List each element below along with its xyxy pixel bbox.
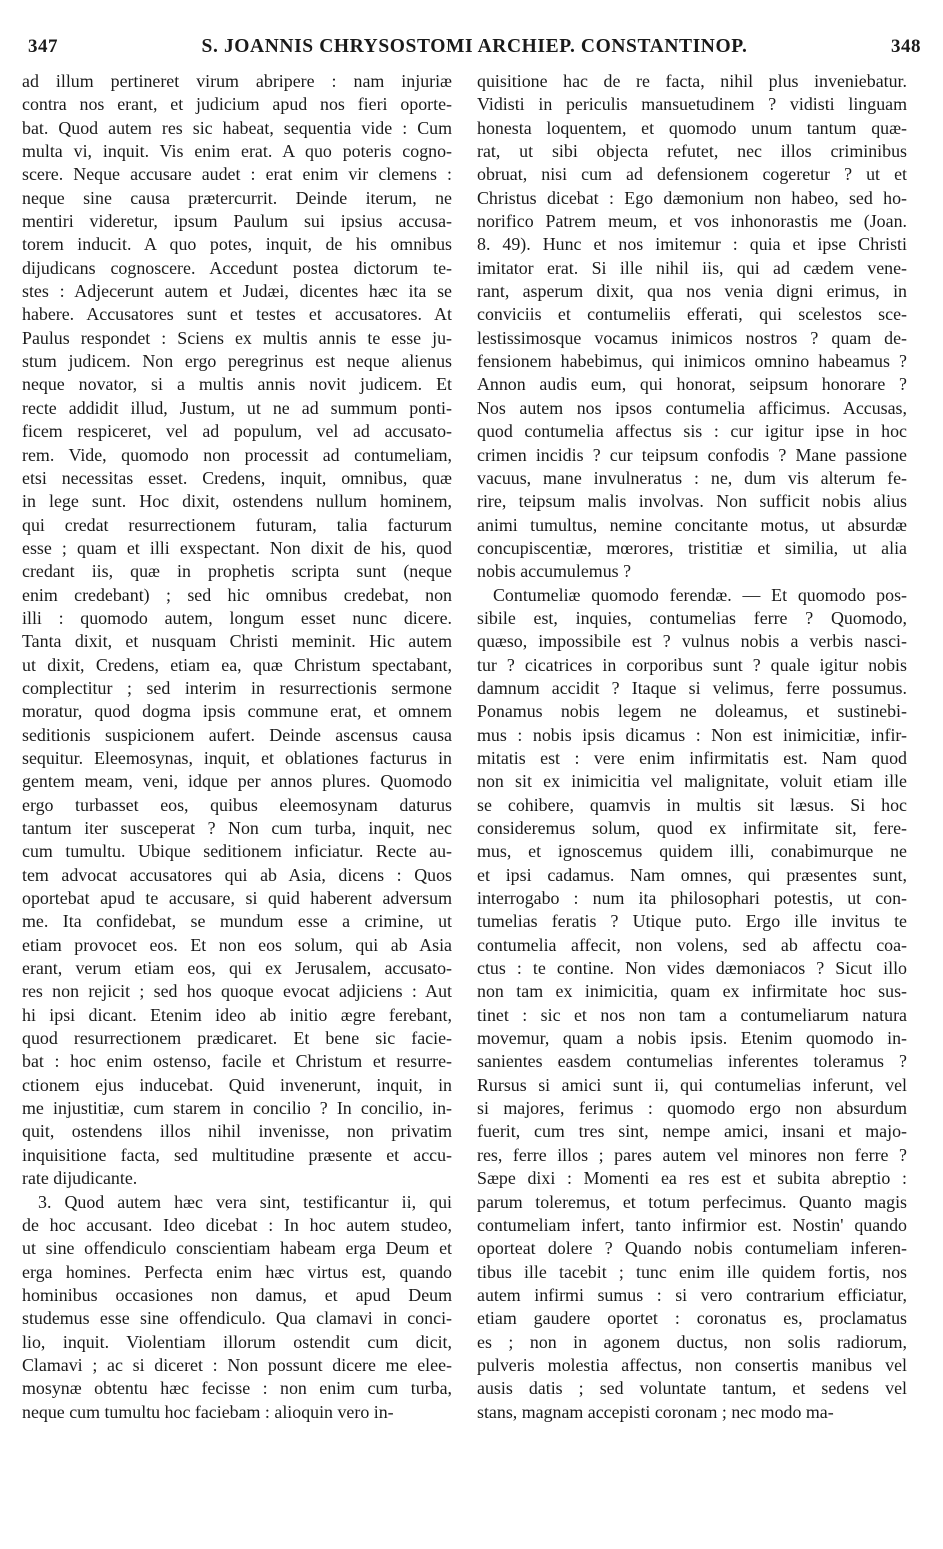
text-line: oporteat dolere ? Quando nobis contumeliam inferen-: [477, 1238, 907, 1259]
text-line: consideremus solum, quod ex infirmitate sit, fere-: [477, 818, 907, 838]
running-title: S. JOANNIS CHRYSOSTOMI ARCHIEP. CONSTANTINOP.: [201, 36, 748, 57]
text-line: movemur, quam a nobis ipsis. Etenim quomodo in-: [477, 1028, 907, 1049]
text-line: stes : Adjecerunt autem et Judæi, dicentes hæc ita se: [22, 281, 452, 302]
text-line: illi : quomodo autem, longum esset nunc dicere.: [22, 607, 452, 628]
text-line: lio, inquit. Violentiam illorum ostendit cum dicit,: [22, 1331, 452, 1352]
text-line: recte addidit illud, Justum, ut ne ad summum ponti-: [22, 397, 452, 418]
text-line: tur ? cicatrices in corporibus sunt ? quale igitur nobis: [477, 654, 907, 675]
text-line: animi tumultus, nemine concitante motus, ut absurdæ: [477, 514, 907, 535]
text-line: rate dijudicante.: [22, 1168, 138, 1189]
text-line: studemus esse sine offendiculo. Qua clamavi in conci-: [22, 1308, 452, 1329]
text-line: es ; non in agonem ductus, non solis radiorum,: [477, 1331, 907, 1352]
text-line: torem inducit. A quo potes, inquit, de his omnibus: [22, 234, 452, 255]
text-line: contumeliam infert, tanto infirmior est. Nostin' quando: [477, 1214, 907, 1235]
text-line: bat : hoc enim ostenso, facile et Christum et resurre-: [22, 1051, 452, 1072]
text-line: norifico Patrem meum, et vos inhonorastis me (Joan.: [477, 211, 907, 232]
text-line: tantum iter susceperat ? Non cum turba, inquit, nec: [22, 818, 452, 838]
text-line: res non rejicit ; sed hos quoque evocat adjiciens : Aut: [22, 981, 452, 1002]
text-line: Nos autem nos ipsos contumelia afficimus. Accusas,: [477, 397, 907, 418]
text-line: parum toleremus, et totum perfecimus. Quanto magis: [477, 1191, 907, 1212]
text-line: Paulus respondet : Sciens ex multis annis te esse ju-: [22, 327, 452, 348]
text-line: nobis accumulemus ?: [477, 561, 632, 582]
text-line: etiam gaudere oportet : coronatus es, proclamatus: [477, 1308, 907, 1329]
text-line: res, ferre illos ; pares autem vel minores non ferre ?: [477, 1144, 907, 1165]
text-line: sanientes easdem contumelias inferentes toleramus ?: [477, 1051, 907, 1072]
text-line: Contumeliæ quomodo ferendæ. — Et quomodo pos-: [493, 584, 907, 605]
text-line: quit, ostendens illos nihil invenisse, non privatim: [22, 1121, 452, 1142]
text-line: non tam ex inimicitia, quam ex infirmitate hoc sus-: [477, 981, 907, 1002]
text-line: Rursus si amici sunt ii, qui contumelias inferunt, vel: [477, 1074, 907, 1095]
text-line: dijudicans cognoscere. Accedunt postea dictorum te-: [22, 257, 452, 278]
text-line: non sit ex inimicitia vel malignitate, voluit etiam ille: [477, 771, 907, 792]
text-line: etsi necessitas esset. Credens, inquit, omnibus, quæ: [22, 467, 452, 488]
text-line: Ponamus nobis legem ne doleamus, et sustinebi-: [477, 701, 907, 722]
text-line: neque cum tumultu hoc faciebam : alioquin vero in-: [22, 1401, 394, 1422]
text-line: mosynæ obtentu hæc fecisse : non enim cum turba,: [22, 1378, 452, 1399]
text-line: ut dixit, Credens, etiam ea, quæ Christum spectabant,: [22, 654, 452, 675]
text-line: pulveris molestia affectus, non consertis manibus vel: [477, 1354, 907, 1375]
text-line: interrogabo : num ita philosophari potestis, ut con-: [477, 888, 907, 909]
text-line: fensionem habebimus, qui inimicos omnino habeamus ?: [477, 351, 907, 372]
page-number-right: 348: [891, 36, 921, 57]
text-line: esse ; quam et illi exspectant. Non dixit de his, quod: [22, 537, 452, 558]
text-line: stans, magnam accepisti coronam ; nec modo ma-: [477, 1401, 834, 1422]
text-line: crimen incidis ? cur teipsum confodis ? Mane passione: [477, 444, 907, 465]
left-text-column: [22, 70, 452, 1424]
text-line: me. Ita confidebat, se mundum esse a crimine, ut: [22, 911, 452, 932]
text-line: sibile est, inquies, contumelias ferre ? Quomodo,: [477, 607, 907, 628]
text-line: inquisitione facta, sed multitudine præsente et accu-: [22, 1144, 452, 1165]
text-line: honesta loquentem, et quomodo unum tantum quæ-: [477, 117, 907, 138]
text-line: mitatis est : vere enim infirmitatis est. Nam quod: [477, 747, 907, 768]
text-line: ut sine offendiculo conscientiam habeam erga Deum et: [22, 1238, 452, 1259]
text-line: ctus : te contine. Non vides dæmoniacos ? Sicut illo: [477, 958, 907, 979]
text-line: neque sine causa prætercurrit. Deinde iterum, ne: [22, 187, 452, 208]
text-line: gentem meam, veni, idque per annos plures. Quomodo: [22, 771, 452, 792]
text-line: mus : nobis ipsis dicamus : Non est inimicitiæ, infir-: [477, 724, 907, 745]
text-line: ficem respiceret, vel ad populum, vel ad accusato-: [22, 421, 452, 442]
text-line: hi ipsi dicant. Etenim ideo ab initio ægre ferebant,: [22, 1004, 452, 1025]
text-line: mentiri videretur, ipsum Paulum sui ipsius accusa-: [22, 211, 452, 232]
text-line: de hoc accusant. Ideo dicebat : In hoc autem studeo,: [22, 1214, 452, 1235]
text-line: oportebat apud te accusare, si quid haberent adversum: [22, 888, 452, 909]
text-line: obruat, nisi cum ad defensionem cogeretur ? ut et: [477, 164, 907, 185]
text-line: Tanta dixit, et nusquam Christi meminit. Hic autem: [22, 631, 452, 652]
text-line: hominibus occasiones non damus, et apud Deum: [22, 1284, 452, 1305]
text-line: rat, ut sibi objecta refutet, nec illos criminibus: [477, 141, 907, 162]
right-text-column: [477, 70, 907, 1424]
text-line: cum tumultu. Ubique seditionem inficiatur. Recte au-: [22, 841, 452, 862]
text-line: Christus dicebat : Ego dæmonium non habeo, sed ho-: [477, 187, 907, 208]
text-line: seditionis suspicionem aufert. Deinde ascensus causa: [22, 724, 452, 745]
text-line: stum judicem. Non ergo peregrinus est neque alienus: [22, 351, 452, 372]
text-line: complectitur ; sed interim in resurrectionis sermone: [22, 677, 452, 698]
text-line: imitator erat. Si ille nihil iis, qui ad cædem vene-: [477, 257, 907, 278]
text-line: moratur, quod dogma ipsis commune erat, et omnem: [22, 701, 452, 722]
text-line: quæso, impossibile est ? vulnus nobis a verbis nasci-: [477, 631, 907, 652]
text-line: qui credat resurrectionem futuram, talia facturum: [22, 514, 452, 535]
text-line: scere. Neque accusare audet : erat enim vir clemens :: [22, 164, 452, 185]
text-line: fuerit, cum tres sint, nempe amici, insani et majo-: [477, 1121, 907, 1142]
text-line: sequitur. Eleemosynas, inquit, et oblationes facturus in: [22, 747, 452, 768]
text-line: conviciis et contumeliis efferati, qui scelestos sce-: [477, 304, 907, 325]
text-line: lestissimosque vocamus inimicos nostros ? quam de-: [477, 327, 907, 348]
text-line: neque novator, si a multis annis novit judicem. Et: [22, 374, 452, 395]
text-line: contra nos erant, et judicium apud nos fieri oporte-: [22, 94, 452, 115]
text-line: Vidisti in periculis mansuetudinem ? vidisti linguam: [477, 94, 907, 115]
text-line: rant, asperum dixit, qua nos venia digni erimus, in: [477, 281, 907, 302]
text-line: si majores, ferimus : quomodo ergo non absurdum: [477, 1098, 907, 1119]
text-line: bat. Quod autem res sic habeat, sequentia vide : Cum: [22, 117, 452, 138]
text-line: ausis datis ; sed voluntate tantum, et sedens vel: [477, 1378, 907, 1399]
text-line: quod resurrectionem prædicaret. Et bene sic facie-: [22, 1028, 452, 1049]
text-line: Annon audis eum, qui honorat, seipsum honorare ?: [477, 374, 907, 395]
text-line: quisitione hac de re facta, nihil plus inveniebatur.: [477, 71, 907, 91]
text-line: 8. 49). Hunc et nos imitemur : quia et ipse Christi: [477, 234, 907, 255]
text-line: 3. Quod autem hæc vera sint, testificantur ii, qui: [38, 1191, 452, 1212]
text-line: vacuus, mane invulneratus : ne, dum vis alterum fe-: [477, 467, 907, 488]
text-line: erga homines. Perfecta enim hæc virtus est, quando: [22, 1261, 452, 1282]
text-line: rire, teipsum malis involvas. Non sufficit nobis alius: [477, 491, 907, 512]
text-line: ad illum pertineret virum abripere : nam injuriæ: [22, 71, 452, 91]
text-line: ergo turbasset eos, quibus eleemosynam daturus: [22, 794, 452, 815]
text-line: damnum accidit ? Itaque si velimus, ferre possumus.: [477, 677, 907, 698]
text-line: etiam provocet eos. Et non eos solum, qui ab Asia: [22, 934, 452, 955]
text-line: Clamavi ; ac si diceret : Non possunt dicere me elee-: [22, 1354, 452, 1375]
text-line: erant, verum etiam eos, qui ex Jerusalem, accusato-: [22, 958, 452, 979]
running-header: [28, 36, 921, 66]
text-line: ctionem ejus inducebat. Quid invenerunt, inquit, in: [22, 1074, 452, 1095]
text-line: tibus ille tacebit ; tunc enim ille quidem fortis, nos: [477, 1261, 907, 1282]
text-line: mus, et ignoscemus quidem illi, conabimurque ne: [477, 841, 907, 862]
text-line: concupiscentiæ, mœrores, tristitiæ et similia, ut alia: [477, 537, 907, 558]
text-line: autem infirmi sumus : si vero contrarium efficiatur,: [477, 1284, 907, 1305]
page-number-left: 347: [28, 36, 58, 57]
text-line: et ipsi cadamus. Nam omnes, qui præsentes sunt,: [477, 864, 907, 885]
text-line: quod contumelia affectus sis : cur igitur ipse in hoc: [477, 421, 907, 442]
text-line: in lege sunt. Hoc dixit, ostendens nullum hominem,: [22, 491, 452, 512]
text-line: se cohibere, quamvis in multis sit læsus. Si hoc: [477, 794, 907, 815]
text-line: contumelia affecit, non volens, sed ab affectu coa-: [477, 934, 907, 955]
text-line: tumelias feratis ? Utique puto. Ergo ille invitus te: [477, 911, 907, 932]
text-line: habere. Accusatores sunt et testes et accusatores. At: [22, 304, 452, 325]
text-line: credant iis, quæ in prophetis scripta sunt (neque: [22, 561, 452, 582]
text-line: enim credebant) ; sed hic omnibus credebat, non: [22, 584, 452, 605]
text-line: tem advocat accusatores qui ab Asia, dicens : Quos: [22, 864, 452, 885]
text-line: rem. Vide, quomodo non processit ad contumeliam,: [22, 444, 452, 465]
text-line: Sæpe dixi : Momenti ea res est et subita abreptio :: [477, 1168, 907, 1189]
text-line: multa vi, inquit. Vis enim erat. A quo poteris cogno-: [22, 141, 452, 162]
text-line: me injustitiæ, cum starem in concilio ? In concilio, in-: [22, 1098, 452, 1119]
text-line: tinet : sic et nos non tam a contumeliarum natura: [477, 1004, 907, 1025]
